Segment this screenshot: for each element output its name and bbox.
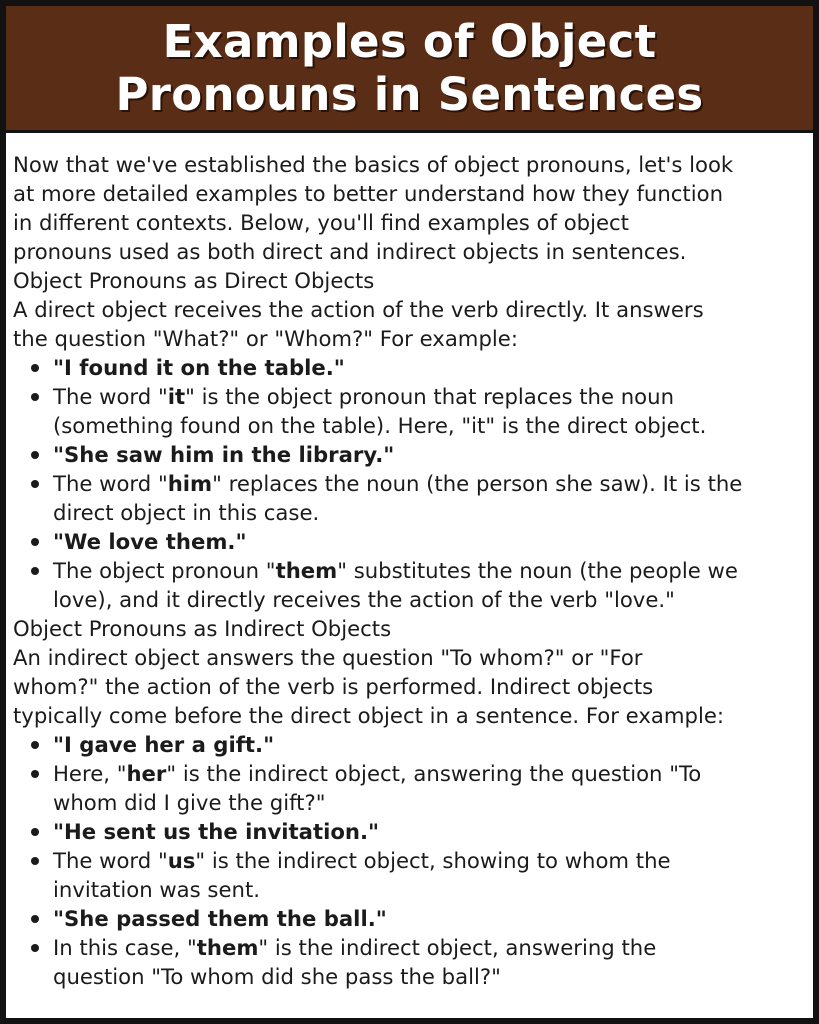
- indirect-examples-list: [13, 730, 813, 991]
- text-part: Here, ": [53, 761, 127, 786]
- intro-line: Now that we've established the basics of object pronouns, let's look: [13, 152, 734, 177]
- explanation-line: [53, 556, 813, 585]
- pronoun-highlight: him: [167, 471, 213, 496]
- example-explanation: [53, 556, 813, 614]
- example-explanation: [53, 469, 813, 527]
- explanation-line: [53, 846, 813, 875]
- explanation-line: invitation was sent.: [53, 877, 260, 902]
- explanation-line: (something found on the table). Here, "it" is the direct object.: [53, 413, 707, 438]
- intro-line: at more detailed examples to better understand how they function: [13, 181, 724, 206]
- example-text: "I gave her a gift.": [53, 732, 275, 757]
- text-part: The word ": [53, 848, 168, 873]
- pronoun-highlight: her: [126, 761, 167, 786]
- example-sentence: [53, 817, 813, 846]
- direct-desc-line: A direct object receives the action of the verb directly. It answers: [13, 297, 704, 322]
- example-sentence: [53, 353, 813, 382]
- direct-objects-heading: Object Pronouns as Direct Objects: [13, 268, 375, 293]
- example-explanation: [53, 382, 813, 440]
- pronoun-highlight: it: [167, 384, 186, 409]
- indirect-desc-line: An indirect object answers the question "To whom?" or "For: [13, 645, 643, 670]
- indirect-desc-line: typically come before the direct object in a sentence. For example:: [13, 703, 725, 728]
- explanation-line: [53, 382, 813, 411]
- example-sentence: [53, 527, 813, 556]
- example-text: "He sent us the invitation.": [53, 819, 380, 844]
- intro-line: in different contexts. Below, you'll find examples of object: [13, 210, 629, 235]
- text-part: The word ": [53, 471, 168, 496]
- example-sentence: [53, 440, 813, 469]
- direct-desc-line: the question "What?" or "Whom?" For example:: [13, 326, 518, 351]
- intro-line: pronouns used as both direct and indirect objects in sentences.: [13, 239, 687, 264]
- text-part: The object pronoun ": [53, 558, 276, 583]
- text-part: " is the indirect object, showing to whom the: [195, 848, 671, 873]
- pronoun-highlight: them: [275, 558, 338, 583]
- pronoun-highlight: us: [167, 848, 196, 873]
- text-part: " is the indirect object, answering the: [258, 935, 657, 960]
- indirect-objects-heading: Object Pronouns as Indirect Objects: [13, 616, 392, 641]
- explanation-line: [53, 759, 813, 788]
- example-text: "We love them.": [53, 529, 247, 554]
- explanation-line: question "To whom did she pass the ball?": [53, 964, 501, 989]
- example-explanation: [53, 759, 813, 817]
- explanation-line: love), and it directly receives the action of the verb "love.": [53, 587, 675, 612]
- direct-examples-list: [13, 353, 813, 614]
- text-part: " substitutes the noun (the people we: [337, 558, 738, 583]
- text-part: " replaces the noun (the person she saw). It is the: [212, 471, 743, 496]
- explanation-line: whom did I give the gift?": [53, 790, 326, 815]
- text-part: In this case, ": [53, 935, 197, 960]
- text-part: " is the object pronoun that replaces the noun: [185, 384, 674, 409]
- example-text: "She saw him in the library.": [53, 442, 395, 467]
- example-text: "She passed them the ball.": [53, 906, 387, 931]
- text-part: " is the indirect object, answering the question "To: [166, 761, 702, 786]
- pronoun-highlight: them: [196, 935, 259, 960]
- title-line-2: Pronouns in Sentences: [115, 68, 704, 121]
- example-explanation: [53, 933, 813, 991]
- text-part: The word ": [53, 384, 168, 409]
- explanation-line: direct object in this case.: [53, 500, 320, 525]
- article-body: [6, 133, 813, 991]
- explanation-line: [53, 469, 813, 498]
- example-explanation: [53, 846, 813, 904]
- example-text: "I found it on the table.": [53, 355, 345, 380]
- indirect-desc-line: whom?" the action of the verb is performed. Indirect objects: [13, 674, 654, 699]
- explanation-line: [53, 933, 813, 962]
- example-sentence: [53, 904, 813, 933]
- example-sentence: [53, 730, 813, 759]
- title-banner: [6, 6, 813, 133]
- title-line-1: Examples of Object: [162, 15, 657, 68]
